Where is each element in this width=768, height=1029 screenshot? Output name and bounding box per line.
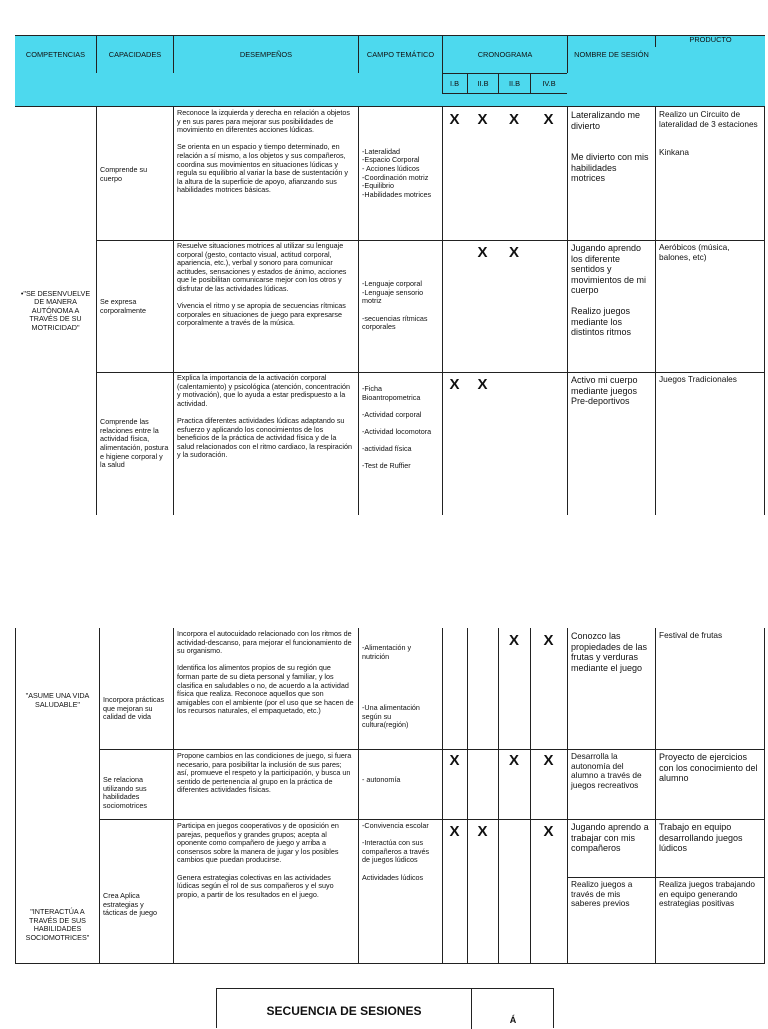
capacidad-row-c: Crea Aplica estrategias y tácticas de juego — [103, 891, 157, 918]
secuencia-right-cell: Á — [509, 1015, 517, 1025]
campo-row-a: -Alimentación y nutrición -Una alimentación según su cultura(región) — [362, 643, 420, 730]
mark-row-b-b3: X — [508, 752, 519, 769]
sesion-row-a: Conozco las propiedades de las frutas y verduras mediante el juego — [571, 631, 650, 673]
desempeno-row-c: Participa en juegos cooperativos y de oposición en parejas, pequeños y grandes grupos; acepta al oponente como compañero de juego y arriba a consensos sobre la manera de jugar y los posibles cambios que puedan producirse. Genera estrategias colectivas en las actividades lúdicas según el rol de sus compañeros y el suyo propio, a partir de los resultados en el juego. — [177, 821, 339, 899]
table-1 — [15, 35, 765, 515]
producto-row-c-2: Realiza juegos trabajando en equipo generando estrategias positivas — [659, 879, 758, 909]
secuencia-table — [216, 988, 554, 1028]
campo-row-2: -Lenguaje corporal -Lenguaje sensorio motriz -secuencias rítmicas corporales — [362, 279, 428, 332]
sesion-row-1: Lateralizando me divierto Me divierto con mis habilidades motrices — [571, 110, 649, 183]
mark-row-a-b3: X — [508, 632, 519, 649]
mark-row-b-b1: X — [449, 752, 460, 769]
producto-row-b: Proyecto de ejercicios con los conocimiento del alumno — [659, 752, 761, 783]
header-bimestre-2: II.B — [467, 73, 498, 93]
mark-row-b-b4: X — [543, 752, 554, 769]
campo-row-3: -Ficha Bioantropometrica -Actividad corporal -Actividad locomotora -actividad física -Test de Ruffier — [362, 384, 432, 471]
mark-row-1-b3: X — [508, 111, 519, 128]
competencia-autonoma: •"SE DESENVUELVE DE MANERA AUTÓNOMA A TRAVÉS DE SU MOTRICIDAD" — [20, 288, 93, 332]
capacidad-row-3: Comprende las relaciones entre la actividad física, alimentación, postura e higiene corporal y la salud — [100, 417, 171, 470]
mark-row-c-b4: X — [543, 823, 554, 840]
header-producto: PRODUCTO — [655, 35, 765, 47]
producto-row-c: Trabajo en equipo desarrollando juegos lúdicos — [659, 822, 746, 853]
producto-row-2: Aeróbicos (música, balones, etc) — [659, 242, 732, 262]
sesion-row-b: Desarrolla la autonomía del alumno a través de juegos recreativos — [571, 751, 644, 790]
header-campo-tematico: CAMPO TEMÁTICO — [358, 35, 442, 73]
producto-row-a: Festival de frutas — [659, 630, 723, 640]
campo-row-b: - autonomía — [362, 775, 401, 784]
capacidad-row-1: Comprende su cuerpo — [100, 164, 150, 183]
mark-row-c-b2: X — [477, 823, 488, 840]
mark-row-1-b2: X — [477, 111, 488, 128]
sesion-row-c-2: Realizo juegos a través de mis saberes previos — [571, 879, 635, 909]
mark-row-1-b1: X — [449, 111, 460, 128]
cronograma-sub-row-border — [442, 93, 567, 94]
desempeno-row-1: Reconoce la izquierda y derecha en relación a objetos y en sus pares para mejorar sus posibilidades de movimiento en diferentes acciones lúdicas. Se orienta en un espacio y tiempo determinado, en relación a sí mismo, a los objetos y sus compañeros, coordina sus movimientos en situaciones lúdicas y regula su equilibrio al variar la base de sustentación y la altura de la superficie de apoyo, afianzando sus habilidades motrices básicas. — [177, 108, 351, 195]
producto-row-1: Realizo un Circuito de lateralidad de 3 estaciones Kinkana — [659, 109, 758, 158]
secuencia-title: SECUENCIA DE SESIONES — [266, 1004, 422, 1018]
header-nombre-sesion: NOMBRE DE SESIÓN — [567, 35, 655, 73]
header-bimestre-1: I.B — [449, 78, 460, 88]
mark-row-c-b1: X — [449, 823, 460, 840]
mark-row-2-b3: X — [508, 244, 519, 261]
mark-row-3-b2: X — [477, 376, 488, 393]
header-competencias: COMPETENCIAS — [25, 49, 86, 59]
header-bimestre-4: IV.B — [530, 73, 567, 93]
header-cronograma: CRONOGRAMA — [442, 35, 567, 73]
mark-row-a-b4: X — [543, 632, 554, 649]
mark-row-3-b1: X — [449, 376, 460, 393]
competencia-vida-saludable: "ASUME UNA VIDA SALUDABLE" — [25, 691, 92, 709]
header-bimestre-3: II.B — [498, 73, 530, 93]
mark-row-1-b4: X — [543, 111, 554, 128]
competencia-habilidades-sociomotrices: "INTERACTÚA A TRAVÉS DE SUS HABILIDADES SOCIOMOTRICES" — [25, 907, 90, 942]
sesion-row-3: Activo mi cuerpo mediante juegos Pre-deportivos — [571, 375, 641, 406]
header-desempenos: DESEMPEÑOS — [173, 35, 358, 73]
producto-row-3: Juegos Tradicionales — [659, 374, 737, 384]
table-2 — [15, 628, 765, 964]
sesion-row-2: Jugando aprendo los diferente sentidos y movimientos de mi cuerpo Realizo juegos mediante los distintos ritmos — [571, 243, 647, 337]
campo-row-1: -Lateralidad -Espacio Corporal - Acciones lúdicos -Coordinación motriz -Equilibrio -Habilidades motrices — [362, 146, 432, 199]
mark-row-2-b2: X — [477, 244, 488, 261]
campo-row-c: -Convivencia escolar -Interactúa con sus compañeros a través de juegos lúdicos Actividades lúdicos — [362, 821, 430, 882]
header-capacidades: CAPACIDADES — [96, 35, 173, 73]
desempeno-row-2: Resuelve situaciones motrices al utilizar su lenguaje corporal (gesto, contacto visual, actitud corporal, apariencia, etc.), verbal y sonoro para comunicar actitudes, sensaciones y estados de ánimo, acciones que le posibilitan comunicarse mejor con los otros y disfrutar de las actividades lúdicas. Vivencia el ritmo y se apropia de secuencias rítmicas corporales en situaciones de juego para expresarse corporalmente a través de la música. — [177, 241, 347, 328]
desempeno-row-3: Explica la importancia de la activación corporal (calentamiento) y psicológica (atención, concentración y motivación), que lo ayuda a estar predispuesto a la actividad. Practica diferentes actividades lúdicas adaptando su esfuerzo y aplicando los conocimientos de los beneficios de la práctica de actividad física y de la salud relacionados con el ritmo cardiaco, la respiración y la sudoración. — [177, 373, 352, 460]
sesion-row-c: Jugando aprendo a trabajar con mis compañeros — [571, 822, 652, 853]
desempeno-row-a: Incorpora el autocuidado relacionado con los ritmos de actividad-descanso, para mejorar el funcionamiento de su organismo. Identifica los alimentos propios de su región que forman parte de su dieta personal y familiar, y los clasifica en saludables o no, de acuerdo a la actividad física que realiza. Reconoce aquellos que son amigables con el ambiente (por el uso que se hacen de los recursos naturales, el empaquetado, etc.) — [177, 629, 354, 716]
desempeno-row-b: Propone cambios en las condiciones de juego, si fuera necesario, para posibilitar la inclusión de sus pares; así, promueve el respeto y la participación, y busca un sentido de pertenencia al grupo en la práctica de diferentes actividades físicas. — [177, 751, 354, 795]
capacidad-row-b: Se relaciona utilizando sus habilidades sociomotrices — [103, 775, 149, 810]
capacidad-row-2: Se expresa corporalmente — [100, 296, 146, 315]
capacidad-row-a: Incorpora prácticas que mejoran su calidad de vida — [103, 695, 167, 722]
